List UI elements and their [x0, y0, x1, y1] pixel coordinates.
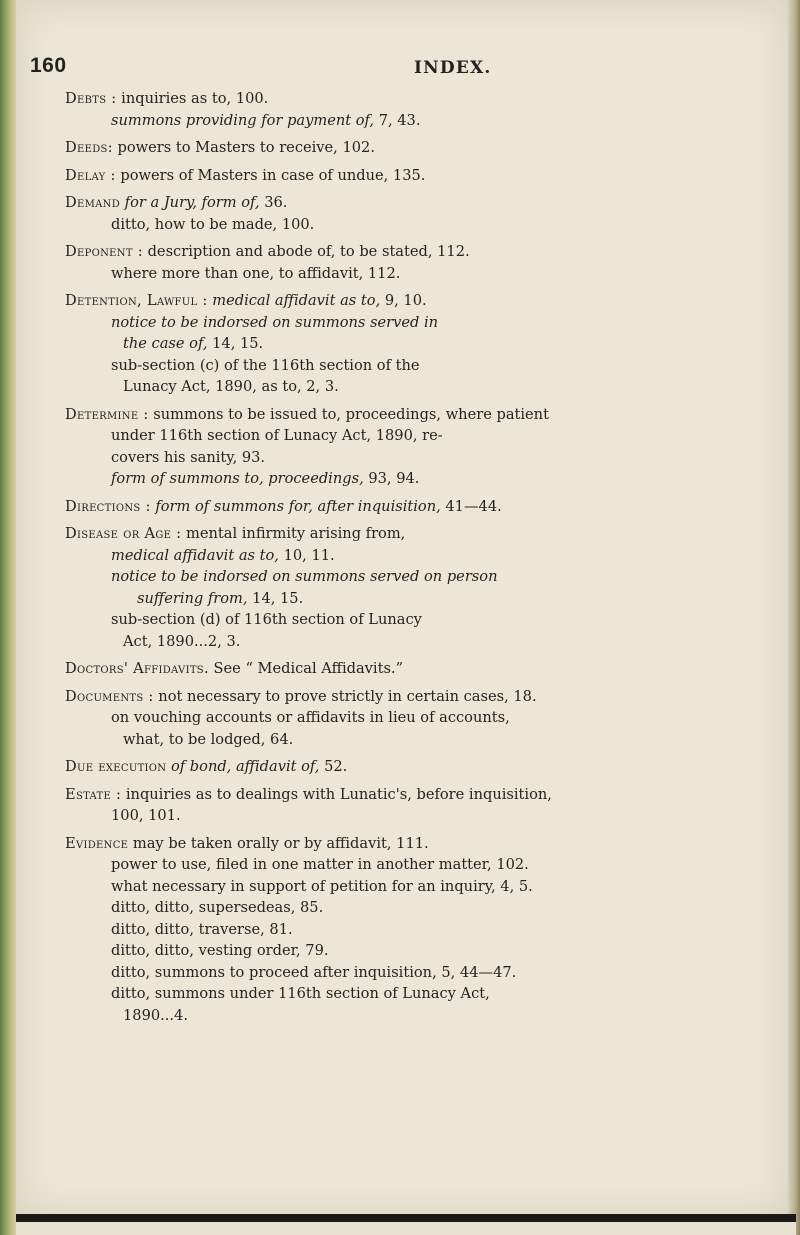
entry-text: 93, 94.: [368, 470, 420, 487]
entry-line: [65, 805, 775, 827]
index-page: [16, 0, 788, 1216]
bottom-margin: [16, 1222, 796, 1235]
entry-headword: Evidence: [65, 834, 129, 852]
entry-text: 9, 10.: [384, 292, 427, 309]
entry-line: [65, 876, 775, 898]
index-entries: [65, 88, 775, 1032]
index-entry-delay: [65, 165, 775, 187]
entry-line: [65, 404, 775, 426]
index-entry-due-execution: [65, 756, 775, 778]
entry-text: 10, 11.: [283, 546, 335, 564]
entry-italic-text: suffering from,: [137, 589, 248, 607]
entry-text: 100, 101.: [111, 807, 181, 824]
entry-line: [65, 566, 775, 588]
entry-line: [65, 468, 775, 490]
index-entry-disease: [65, 523, 775, 652]
entry-headword: Estate :: [65, 785, 122, 803]
entry-text: ditto, ditto, supersedeas, 85.: [111, 899, 324, 916]
entry-text: inquiries as to, 100.: [121, 90, 269, 107]
entry-text: ditto, summons under 116th section of Lunacy Act,: [111, 985, 490, 1002]
index-entry-debts: [65, 88, 775, 131]
entry-italic-text: form of summons for, after inquisition,: [155, 497, 441, 515]
entry-text: what, to be lodged, 64.: [123, 730, 294, 748]
entry-text: mental infirmity arising from,: [186, 525, 406, 542]
entry-text: 36.: [264, 194, 288, 211]
entry-text: covers his sanity, 93.: [111, 448, 266, 466]
page-right-edge: [788, 0, 800, 1235]
entry-text: inquiries as to dealings with Lunatic's, before inquisition,: [125, 785, 552, 803]
entry-text: what necessary in support of petition for an inquiry, 4, 5.: [111, 877, 533, 895]
entry-line: [65, 88, 775, 110]
index-entry-detention: [65, 290, 775, 398]
entry-line: [65, 784, 775, 806]
entry-text: ditto, summons to proceed after inquisition, 5, 44—47.: [111, 963, 517, 981]
entry-line: [65, 833, 775, 855]
entry-text: ditto, ditto, vesting order, 79.: [111, 942, 329, 959]
entry-line: [65, 312, 775, 334]
entry-text: under 116th section of Lunacy Act, 1890, re-: [111, 427, 443, 444]
entry-headword: Deponent :: [65, 243, 143, 260]
entry-headword: Due execution: [65, 758, 167, 775]
entry-headword: Detention, Lawful :: [65, 292, 208, 309]
index-entry-determine: [65, 404, 775, 490]
entry-italic-text: medical affidavit as to,: [111, 546, 279, 564]
entry-headword: Deeds:: [65, 139, 113, 156]
entry-line: [65, 631, 775, 653]
entry-italic-text: the case of,: [123, 335, 208, 352]
entry-text: Lunacy Act, 1890, as to, 2, 3.: [123, 378, 339, 395]
entry-line: [65, 658, 775, 680]
entry-text: ditto, ditto, traverse, 81.: [111, 920, 293, 938]
entry-line: [65, 425, 775, 447]
entry-text: 52.: [324, 758, 348, 775]
entry-line: [65, 241, 775, 263]
entry-text: sub-section (d) of 116th section of Lunacy: [111, 611, 422, 628]
entry-text: summons to be issued to, proceedings, where patient: [153, 405, 549, 423]
entry-text: sub-section (c) of the 116th section of the: [111, 356, 420, 374]
entry-line: [65, 165, 775, 187]
entry-text: 14, 15.: [212, 335, 264, 352]
entry-headword: Delay :: [65, 166, 116, 184]
entry-text: Act, 1890...2, 3.: [123, 632, 241, 650]
index-entry-documents: [65, 686, 775, 751]
page-number: 160: [30, 54, 67, 77]
entry-italic-text: of bond, affidavit of,: [170, 758, 320, 775]
entry-line: [65, 496, 775, 518]
entry-line: [65, 962, 775, 984]
entry-line: [65, 355, 775, 377]
entry-line: [65, 110, 775, 132]
entry-text: not necessary to prove strictly in certain cases, 18.: [158, 687, 537, 705]
entry-text: power to use, filed in one matter in another matter, 102.: [111, 856, 529, 873]
entry-line: [65, 1005, 775, 1027]
entry-headword: Documents :: [65, 687, 154, 705]
entry-line: [65, 707, 775, 729]
entry-italic-text: notice to be indorsed on summons served in: [111, 313, 439, 331]
entry-line: [65, 376, 775, 398]
entry-text: may be taken orally or by affidavit, 111.: [132, 834, 429, 852]
entry-text: 7, 43.: [378, 111, 421, 129]
entry-line: [65, 609, 775, 631]
entry-text: powers of Masters in case of undue, 135.: [120, 166, 426, 184]
entry-line: [65, 919, 775, 941]
entry-line: [65, 588, 775, 610]
entry-text: where more than one, to affidavit, 112.: [111, 264, 401, 282]
index-entry-estate: [65, 784, 775, 827]
entry-headword: Determine :: [65, 405, 149, 423]
entry-line: [65, 192, 775, 214]
entry-line: [65, 214, 775, 236]
entry-text: 14, 15.: [252, 589, 304, 607]
entry-line: [65, 447, 775, 469]
entry-headword: Demand: [65, 194, 121, 211]
entry-text: See “ Medical Affidavits.”: [213, 660, 404, 677]
entry-line: [65, 290, 775, 312]
entry-text: ditto, how to be made, 100.: [111, 215, 315, 233]
entry-line: [65, 729, 775, 751]
entry-headword: Directions :: [65, 497, 151, 515]
entry-line: [65, 523, 775, 545]
index-entry-demand: [65, 192, 775, 235]
entry-headword: Disease or Age :: [65, 525, 182, 542]
entry-italic-text: summons providing for payment of,: [111, 111, 375, 129]
entry-line: [65, 897, 775, 919]
entry-line: [65, 333, 775, 355]
index-entry-evidence: [65, 833, 775, 1027]
entry-italic-text: for a Jury, form of,: [124, 194, 260, 211]
entry-line: [65, 686, 775, 708]
index-entry-directions: [65, 496, 775, 518]
entry-text: description and abode of, to be stated, 112.: [147, 243, 470, 260]
entry-text: 1890...4.: [123, 1006, 188, 1024]
page-title: INDEX.: [414, 58, 492, 78]
entry-text: powers to Masters to receive, 102.: [117, 139, 375, 156]
entry-italic-text: form of summons to, proceedings,: [111, 470, 364, 487]
entry-text: 41—44.: [445, 497, 502, 515]
entry-italic-text: medical affidavit as to,: [212, 292, 381, 309]
entry-line: [65, 983, 775, 1005]
index-entry-deponent: [65, 241, 775, 284]
entry-line: [65, 854, 775, 876]
entry-line: [65, 137, 775, 159]
entry-italic-text: notice to be indorsed on summons served on person: [111, 568, 498, 585]
index-entry-deeds: [65, 137, 775, 159]
entry-headword: Doctors' Affidavits.: [65, 660, 209, 677]
page-header: [16, 54, 788, 82]
bottom-rule: [16, 1214, 796, 1222]
index-entry-doctors: [65, 658, 775, 680]
entry-line: [65, 545, 775, 567]
entry-text: on vouching accounts or affidavits in lieu of accounts,: [111, 709, 510, 726]
entry-headword: Debts :: [65, 90, 117, 107]
entry-line: [65, 940, 775, 962]
entry-line: [65, 263, 775, 285]
entry-line: [65, 756, 775, 778]
